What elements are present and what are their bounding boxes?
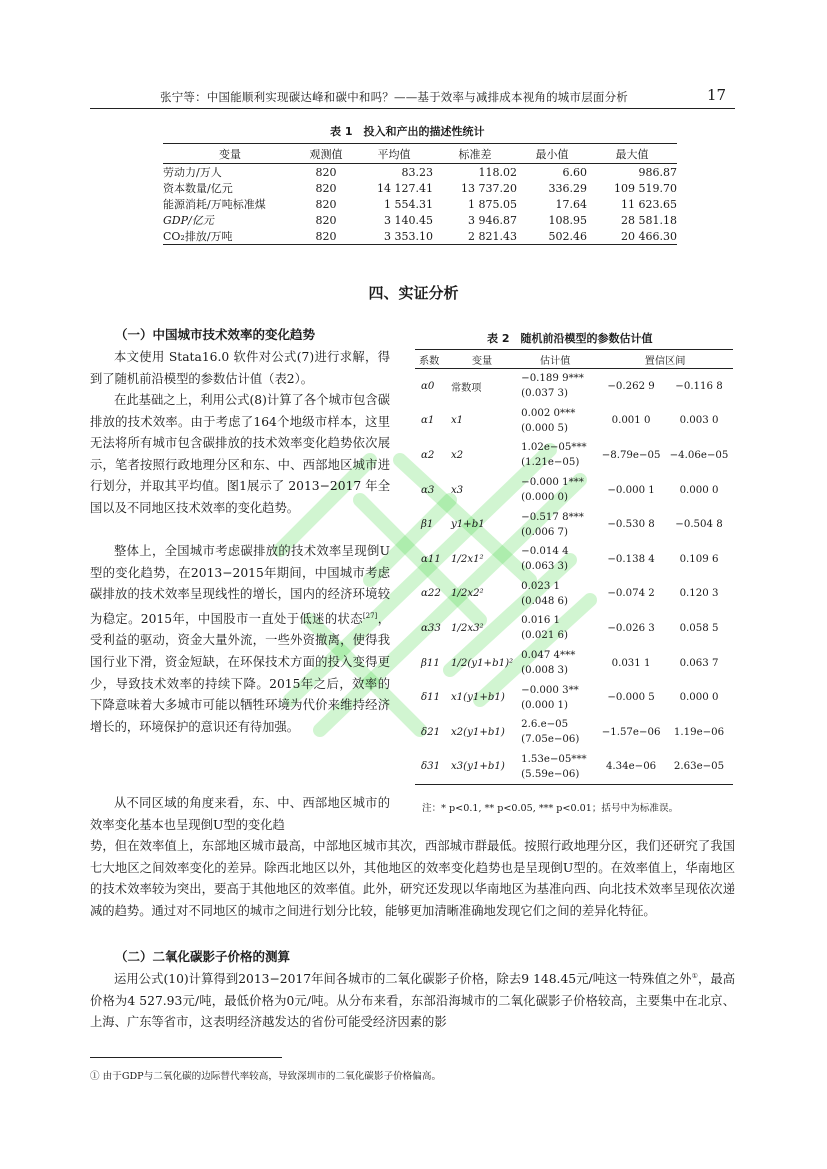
table-row [415, 750, 733, 785]
table-cell: 3 946.87 [468, 213, 517, 227]
estimate-value: 0.016 1 [521, 615, 561, 627]
subsection-heading-2: （二）二氧化碳影子价格的测算 [115, 949, 291, 964]
ci-lower-cell: −1.57e−06 [601, 726, 661, 738]
estimate-value: −0.517 8*** [521, 511, 584, 523]
table-cell: 3 353.10 [355, 228, 433, 245]
subsection-heading-1: （一）中国城市技术效率的变化趋势 [115, 327, 316, 342]
paragraph-1: 本文使用 Stata16.0 软件对公式(7)进行求解，得到了随机前沿模型的参数估计值（表2）。 [90, 350, 390, 386]
table-cell: 820 [297, 228, 355, 245]
section-heading: 四、实证分析 [368, 284, 459, 302]
ci-lower-cell: 4.34e−06 [597, 750, 665, 785]
ci-upper-cell: −0.504 8 [675, 519, 723, 531]
estimate-cell [513, 369, 597, 404]
table-cell: 劳动力/万人 [163, 166, 222, 179]
table-cell: 17.64 [555, 197, 587, 211]
coef-cell: α1 [421, 415, 435, 427]
table-cell: 28 581.18 [621, 213, 677, 227]
standard-error: (0.048 6) [521, 595, 568, 607]
table2-col-header: 估计值 [513, 350, 597, 369]
standard-error: (0.063 3) [521, 561, 568, 573]
table-cell: 502.46 [517, 228, 587, 245]
ci-lower-cell: −0.000 5 [607, 692, 655, 704]
table1-col-header: 观测值 [297, 144, 355, 164]
var-cell: 1/2x2² [450, 588, 484, 600]
table2 [415, 349, 733, 785]
table-cell: 2 821.43 [433, 228, 517, 245]
estimate-value: 1.53e−05*** [521, 753, 587, 765]
coef-cell: α0 [421, 380, 435, 392]
var-cell: x3 [450, 484, 464, 496]
ci-upper-cell: 1.19e−06 [673, 726, 725, 738]
paragraph-4-continued: 势，但在效率值上，东部地区城市最高，中部地区城市其次，西部城市群最低。按照行政地理分区，我们还研究了我国七大地区之间效率变化的差异。除西北地区以外，其他地区的效率变化趋势也是呈现倒U型的。在效率值上，华南地区的技术效率较为突出，要高于其他地区的效率值。此外，研究还发现以华南地区为基准向西、向北技术效率呈现依次递减的趋势。通过对不同地区的城市之间进行划分比较，能够更加清晰准确地发现它们之间的差异化特征。 [90, 839, 735, 918]
table-cell: 986.87 [638, 165, 677, 179]
estimate-value: −0.000 1*** [521, 477, 584, 489]
paragraph-3-text-b: ，受利益的驱动，资金大量外流，一些外资撤离，使得我国行业下滑，资金短缺，在环保技术方面的投入变得更少，导致技术效率的持续下降。2015年之后，效率的下降意味着大多城市可能以牺牲环境为代价来维持经济增长的，环境保护的意识还有待加强。 [90, 611, 390, 734]
var-cell: 常数项 [450, 382, 482, 394]
coef-cell: δ21 [421, 726, 441, 738]
table-row [415, 507, 733, 542]
var-cell: y1+b1 [450, 519, 485, 531]
table2-col-header: 变量 [451, 350, 513, 369]
standard-error: (0.008 3) [521, 665, 568, 677]
estimate-cell [513, 404, 597, 439]
standard-error: (0.000 1) [521, 699, 568, 711]
table-row [415, 611, 733, 646]
table-cell: 资本数量/亿元 [163, 182, 233, 195]
ci-upper-cell: 0.003 0 [679, 415, 719, 427]
estimate-cell [513, 507, 597, 542]
table-cell: 820 [315, 213, 337, 227]
paragraph-5 [90, 966, 735, 1034]
var-cell: x3(y1+b1) [451, 750, 513, 785]
ci-upper-cell: 0.109 6 [679, 553, 719, 565]
table-cell: 14 127.41 [377, 181, 433, 195]
coef-cell: α3 [421, 484, 435, 496]
table-row [163, 180, 677, 196]
ci-lower-cell: −0.530 8 [607, 519, 655, 531]
table1-col-header: 变量 [163, 144, 297, 164]
table-row [415, 438, 733, 473]
estimate-value: −0.189 9*** [521, 373, 584, 385]
table-cell: 11 623.65 [621, 197, 677, 211]
table-row [415, 542, 733, 577]
ci-upper-cell: 0.000 0 [679, 692, 719, 704]
footnote: ① 由于GDP与二氧化碳的边际替代率较高，导致深圳市的二氧化碳影子价格偏高。 [90, 1071, 442, 1082]
table-cell: GDP/亿元 [163, 214, 214, 227]
table1-caption: 表 1 投入和产出的描述性统计 [330, 125, 485, 138]
table-cell: 20 466.30 [587, 228, 677, 245]
table2-col-header: 置信区间 [597, 350, 733, 369]
var-cell: 1/2(y1+b1)² [450, 657, 514, 669]
estimate-value: 2.6.e−05 [521, 719, 569, 731]
ci-upper-cell: 0.000 0 [679, 484, 719, 496]
table-row [163, 212, 677, 228]
table-cell: 1 875.05 [468, 197, 517, 211]
running-header-title: 张宁等：中国能顺利实现碳达峰和碳中和吗？——基于效率与减排成本视角的城市层面分析 [160, 90, 628, 104]
table-row [415, 715, 733, 750]
var-cell: x2 [450, 449, 464, 461]
table2-col-header: 系数 [415, 350, 451, 369]
estimate-cell [513, 715, 597, 750]
table-row [415, 473, 733, 508]
ci-upper-cell: 0.063 7 [679, 657, 719, 669]
estimate-cell [513, 611, 597, 646]
coef-cell: δ31 [415, 750, 451, 785]
page-number: 17 [707, 86, 727, 104]
standard-error: (5.59e−06) [521, 768, 580, 780]
table-cell: 108.95 [548, 213, 587, 227]
table-cell: 820 [315, 165, 337, 179]
ci-upper-cell: 2.63e−05 [665, 750, 733, 785]
ci-lower-cell: −8.79e−05 [601, 449, 661, 461]
table-row [163, 164, 677, 181]
table-cell: CO₂排放/万吨 [163, 228, 297, 245]
table1-col-header: 最大值 [587, 144, 677, 164]
estimate-value: −0.014 4 [521, 546, 569, 558]
table-row [415, 404, 733, 439]
table-row [415, 577, 733, 612]
footnote-ref: ① [691, 972, 698, 980]
table-cell: 能源消耗/万吨标准煤 [163, 198, 266, 211]
table-row [415, 680, 733, 715]
citation-ref: [27] [362, 611, 378, 620]
estimate-value: 0.023 1 [521, 580, 561, 592]
table-cell: 13 737.20 [461, 181, 517, 195]
paragraph-5-text-b: ，最高价格为4 527.93元/吨，最低价格为0元/吨。从分布来看，东部沿海城市的二氧化碳影子价格较高，主要集中在北京、上海、广东等省市，这表明经济越发达的省份可能受经济因素的影 [90, 972, 735, 1030]
table-cell: 6.60 [562, 165, 587, 179]
ci-upper-cell: −0.116 8 [675, 380, 723, 392]
coef-cell: α22 [421, 588, 441, 600]
paragraph-3-text-a: 整体上，全国城市考虑碳排放的技术效率呈现倒U型的变化趋势，在2013−2015年期间，中国城市考虑碳排放的技术效率呈现线性的增长，国内的经济环境较为稳定。2015年，中国股市一直处于低迷的状态 [90, 544, 390, 626]
table-row [163, 196, 677, 212]
paragraph-4-start: 从不同区域的角度来看，东、中、西部地区城市的效率变化基本也呈现倒U型的变化趋 [90, 796, 390, 832]
ci-lower-cell: −0.000 1 [607, 484, 655, 496]
ci-upper-cell: 0.120 3 [679, 588, 719, 600]
table-row [415, 369, 733, 404]
standard-error: (0.000 5) [521, 422, 568, 434]
table1-col-header: 最小值 [517, 144, 587, 164]
table2-caption: 表 2 随机前沿模型的参数估计值 [487, 332, 653, 345]
table-row [163, 228, 677, 245]
standard-error: (0.000 0) [521, 492, 568, 504]
standard-error: (0.037 3) [521, 388, 568, 400]
table-cell: 820 [315, 197, 337, 211]
estimate-cell [513, 680, 597, 715]
table2-header-row [415, 350, 733, 369]
ci-lower-cell: 0.001 0 [611, 415, 651, 427]
coef-cell: δ11 [421, 692, 441, 704]
estimate-value: 0.002 0*** [521, 407, 576, 419]
coef-cell: α33 [421, 622, 441, 634]
table2-note: 注：* p<0.1, ** p<0.05, *** p<0.01；括号中为标准误。 [422, 803, 679, 814]
var-cell: 1/2x1² [450, 553, 484, 565]
coef-cell: β1 [421, 519, 434, 531]
table-cell: 1 554.31 [384, 197, 433, 211]
paragraph-5-text-a: 运用公式(10)计算得到2013−2017年间各城市的二氧化碳影子价格，除去9 148.45元/吨这一特殊值之外 [114, 972, 692, 987]
table-cell: 820 [315, 181, 337, 195]
coef-cell: α11 [421, 553, 441, 565]
estimate-cell [513, 438, 597, 473]
ci-upper-cell: −4.06e−05 [669, 449, 729, 461]
standard-error: (0.021 6) [521, 630, 568, 642]
coef-cell: β11 [421, 657, 440, 669]
estimate-cell [513, 750, 597, 785]
ci-lower-cell: −0.138 4 [607, 553, 655, 565]
table-cell: 83.23 [401, 165, 433, 179]
table1-header-row [163, 144, 677, 164]
ci-lower-cell: −0.074 2 [607, 588, 655, 600]
estimate-cell [513, 473, 597, 508]
table1 [163, 143, 677, 245]
coef-cell: α2 [421, 449, 435, 461]
estimate-value: −0.000 3** [521, 684, 579, 696]
var-cell: x1(y1+b1) [450, 692, 505, 704]
var-cell: x1 [450, 415, 464, 427]
estimate-cell [513, 577, 597, 612]
table-cell: 118.02 [478, 165, 517, 179]
table-row [415, 646, 733, 681]
ci-upper-cell: 0.058 5 [679, 622, 719, 634]
estimate-value: 1.02e−05*** [521, 442, 587, 454]
estimate-value: 0.047 4*** [521, 650, 576, 662]
table-cell: 3 140.45 [384, 213, 433, 227]
footnote-rule [90, 1057, 282, 1058]
var-cell: x2(y1+b1) [450, 726, 505, 738]
estimate-cell [513, 646, 597, 681]
paragraph-3 [90, 541, 390, 738]
paragraph-2: 在此基础之上，利用公式(8)计算了各个城市包含碳排放的技术效率。由于考虑了164个地级市样本，这里无法将所有城市包含碳排放的技术效率变化趋势依次展示，笔者按照行政地理分区和东、中、西部地区城市进行划分，并取其平均值。图1展示了 2013−2017 年全国以及不同地区技术效率的变化趋势。 [90, 393, 390, 515]
var-cell: 1/2x3² [450, 622, 484, 634]
standard-error: (0.006 7) [521, 526, 568, 538]
ci-lower-cell: −0.262 9 [607, 380, 655, 392]
table1-col-header: 平均值 [355, 144, 433, 164]
standard-error: (7.05e−06) [521, 734, 580, 746]
estimate-cell [513, 542, 597, 577]
table-cell: 336.29 [548, 181, 587, 195]
header-rule [90, 108, 735, 109]
ci-lower-cell: −0.026 3 [607, 622, 655, 634]
table1-col-header: 标准差 [433, 144, 517, 164]
standard-error: (1.21e−05) [521, 457, 580, 469]
table-cell: 109 519.70 [614, 181, 677, 195]
ci-lower-cell: 0.031 1 [611, 657, 651, 669]
